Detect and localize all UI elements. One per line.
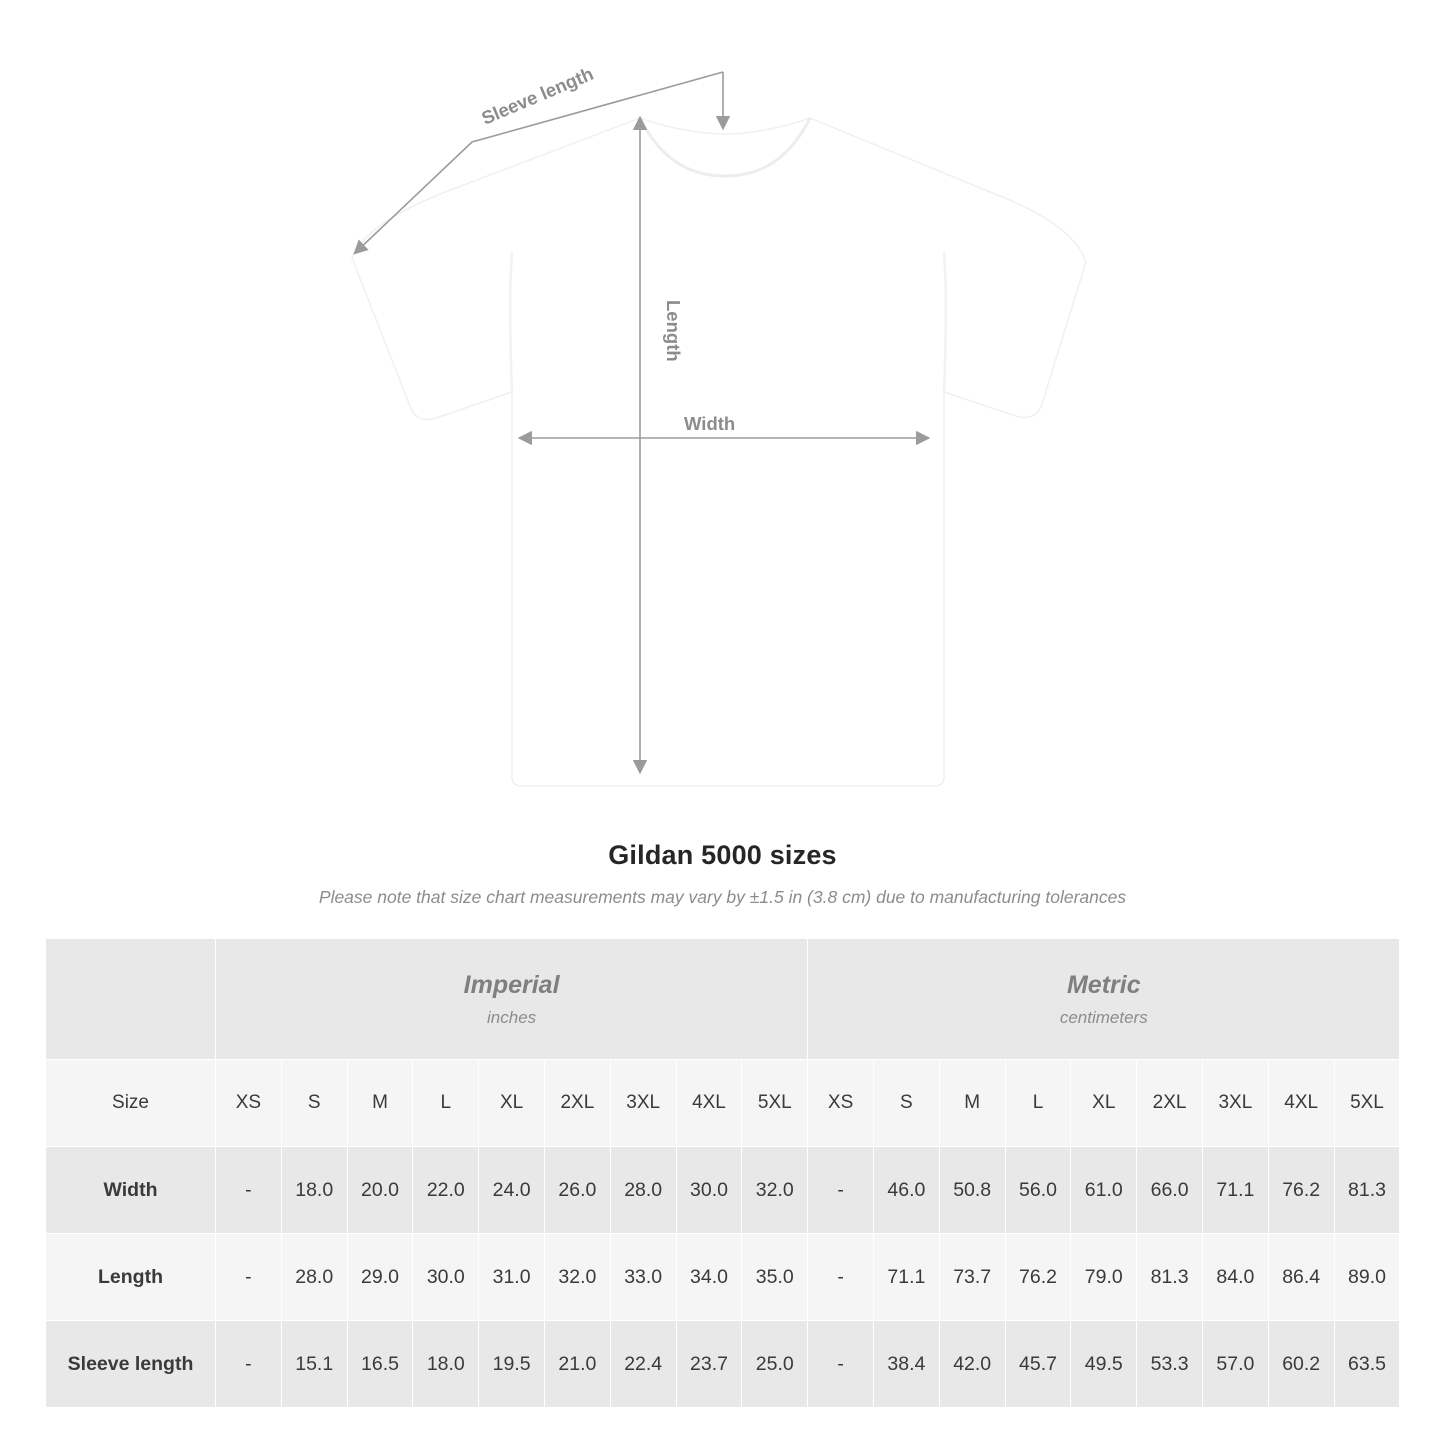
table-row	[46, 1147, 1400, 1234]
header-col-2: M	[347, 1060, 413, 1147]
cell-sleeve-14: 53.3	[1137, 1321, 1203, 1408]
cell-length-15: 84.0	[1202, 1234, 1268, 1321]
unit-group-spacer	[46, 939, 216, 1060]
unit-group-metric	[808, 939, 1400, 1060]
header-col-8: 5XL	[742, 1060, 808, 1147]
unit-group-imperial-sub: inches	[487, 1007, 537, 1027]
sleeve-length-label: Sleeve length	[478, 62, 597, 129]
cell-width-9: -	[808, 1147, 874, 1234]
cell-sleeve-16: 60.2	[1268, 1321, 1334, 1408]
table-row	[46, 1321, 1400, 1408]
cell-length-3: 30.0	[413, 1234, 479, 1321]
chart-title: Gildan 5000 sizes	[608, 840, 837, 870]
cell-sleeve-10: 38.4	[873, 1321, 939, 1408]
size-table	[45, 938, 1400, 1408]
cell-length-1: 28.0	[281, 1234, 347, 1321]
unit-group-row	[46, 939, 1400, 1060]
unit-group-metric-sub: centimeters	[1059, 1007, 1148, 1027]
header-col-1: S	[281, 1060, 347, 1147]
table-row	[46, 1234, 1400, 1321]
cell-sleeve-4: 19.5	[479, 1321, 545, 1408]
cell-width-16: 76.2	[1268, 1147, 1334, 1234]
unit-group-imperial	[216, 939, 808, 1060]
cell-length-2: 29.0	[347, 1234, 413, 1321]
header-col-15: 3XL	[1202, 1060, 1268, 1147]
cell-sleeve-3: 18.0	[413, 1321, 479, 1408]
width-label: Width	[684, 413, 736, 434]
cell-width-15: 71.1	[1202, 1147, 1268, 1234]
tolerance-note: Please note that size chart measurements may vary by ±1.5 in (3.8 cm) due to manufacturing tolerances	[318, 887, 1127, 907]
cell-length-12: 76.2	[1005, 1234, 1071, 1321]
cell-width-11: 50.8	[939, 1147, 1005, 1234]
cell-sleeve-5: 21.0	[544, 1321, 610, 1408]
cell-width-10: 46.0	[873, 1147, 939, 1234]
row-label-width: Width	[46, 1147, 216, 1234]
table-header-row	[46, 1060, 1400, 1147]
cell-sleeve-9: -	[808, 1321, 874, 1408]
unit-group-metric-name: Metric	[1066, 971, 1141, 1000]
cell-width-17: 81.3	[1334, 1147, 1400, 1234]
cell-width-5: 26.0	[544, 1147, 610, 1234]
size-table-wrapper	[45, 938, 1400, 1408]
cell-sleeve-1: 15.1	[281, 1321, 347, 1408]
cell-width-6: 28.0	[610, 1147, 676, 1234]
cell-sleeve-12: 45.7	[1005, 1321, 1071, 1408]
tshirt-shape	[352, 118, 1086, 786]
cell-length-0: -	[216, 1234, 282, 1321]
cell-width-4: 24.0	[479, 1147, 545, 1234]
cell-width-14: 66.0	[1137, 1147, 1203, 1234]
cell-width-2: 20.0	[347, 1147, 413, 1234]
header-col-12: L	[1005, 1060, 1071, 1147]
header-col-7: 4XL	[676, 1060, 742, 1147]
row-label-sleeve-length: Sleeve length	[46, 1321, 216, 1408]
cell-width-13: 61.0	[1071, 1147, 1137, 1234]
length-label: Length	[663, 300, 684, 362]
cell-width-3: 22.0	[413, 1147, 479, 1234]
cell-length-8: 35.0	[742, 1234, 808, 1321]
cell-length-11: 73.7	[939, 1234, 1005, 1321]
cell-length-4: 31.0	[479, 1234, 545, 1321]
row-label-length: Length	[46, 1234, 216, 1321]
header-col-14: 2XL	[1137, 1060, 1203, 1147]
cell-width-7: 30.0	[676, 1147, 742, 1234]
cell-width-12: 56.0	[1005, 1147, 1071, 1234]
header-col-5: 2XL	[544, 1060, 610, 1147]
cell-sleeve-13: 49.5	[1071, 1321, 1137, 1408]
header-col-6: 3XL	[610, 1060, 676, 1147]
cell-width-0: -	[216, 1147, 282, 1234]
title-block	[0, 840, 1445, 908]
cell-sleeve-11: 42.0	[939, 1321, 1005, 1408]
cell-length-13: 79.0	[1071, 1234, 1137, 1321]
cell-length-16: 86.4	[1268, 1234, 1334, 1321]
cell-width-1: 18.0	[281, 1147, 347, 1234]
cell-length-9: -	[808, 1234, 874, 1321]
cell-length-7: 34.0	[676, 1234, 742, 1321]
header-size: Size	[46, 1060, 216, 1147]
cell-sleeve-17: 63.5	[1334, 1321, 1400, 1408]
header-col-11: M	[939, 1060, 1005, 1147]
header-col-10: S	[873, 1060, 939, 1147]
header-col-0: XS	[216, 1060, 282, 1147]
cell-length-5: 32.0	[544, 1234, 610, 1321]
cell-sleeve-15: 57.0	[1202, 1321, 1268, 1408]
cell-sleeve-7: 23.7	[676, 1321, 742, 1408]
cell-length-6: 33.0	[610, 1234, 676, 1321]
header-col-13: XL	[1071, 1060, 1137, 1147]
cell-sleeve-0: -	[216, 1321, 282, 1408]
header-col-3: L	[413, 1060, 479, 1147]
cell-sleeve-8: 25.0	[742, 1321, 808, 1408]
cell-length-14: 81.3	[1137, 1234, 1203, 1321]
cell-length-10: 71.1	[873, 1234, 939, 1321]
unit-group-imperial-name: Imperial	[463, 971, 560, 1000]
header-col-17: 5XL	[1334, 1060, 1400, 1147]
cell-sleeve-2: 16.5	[347, 1321, 413, 1408]
cell-length-17: 89.0	[1334, 1234, 1400, 1321]
cell-sleeve-6: 22.4	[610, 1321, 676, 1408]
header-col-4: XL	[479, 1060, 545, 1147]
header-col-9: XS	[808, 1060, 874, 1147]
header-col-16: 4XL	[1268, 1060, 1334, 1147]
cell-width-8: 32.0	[742, 1147, 808, 1234]
